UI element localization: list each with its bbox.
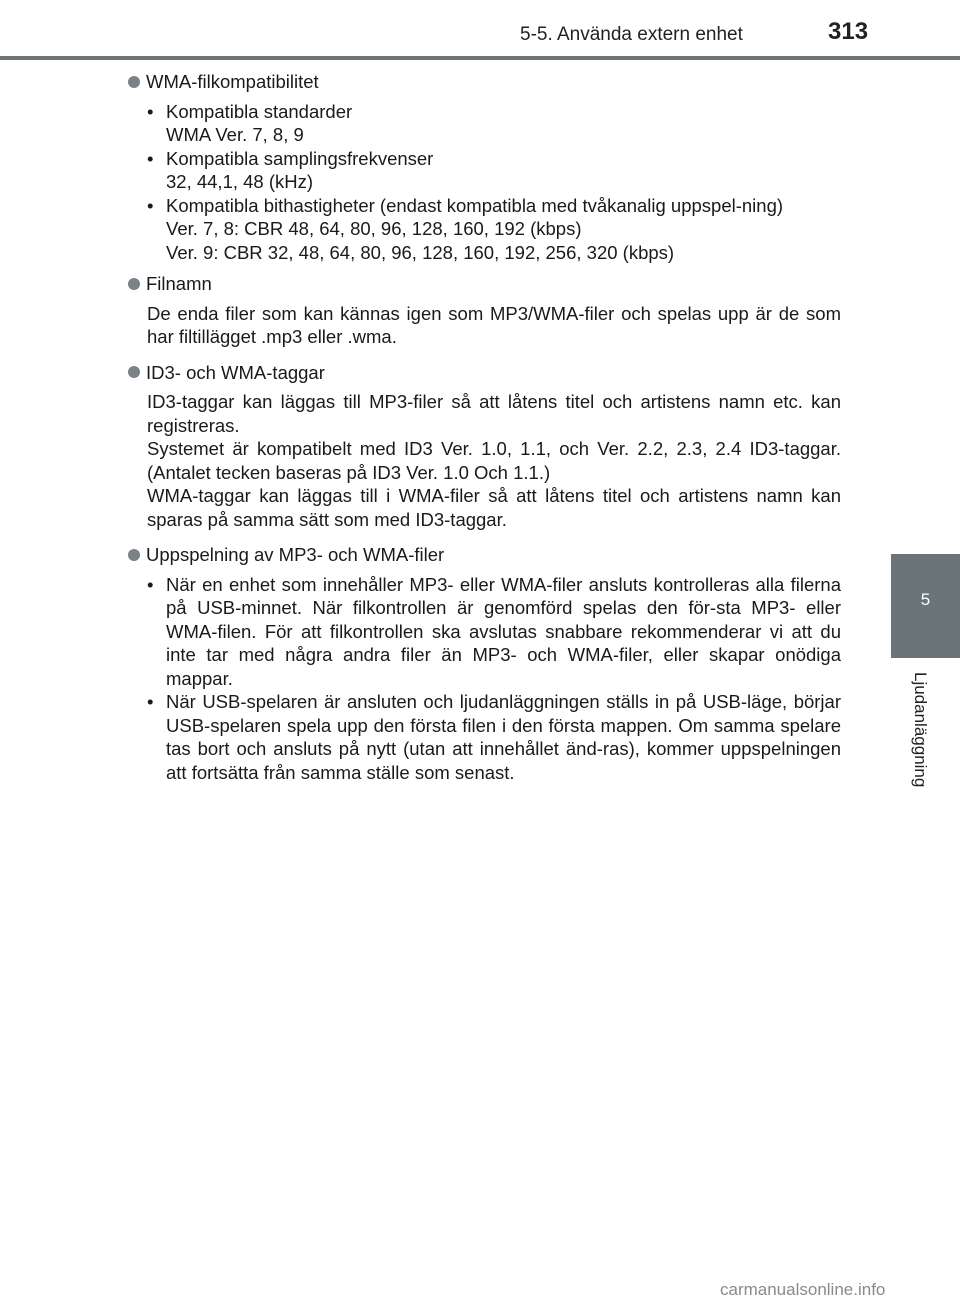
header-rule xyxy=(0,56,960,60)
topic-tags xyxy=(128,361,841,532)
bullet-dot-icon xyxy=(128,76,140,88)
chapter-number: 5 xyxy=(920,590,931,609)
topic-heading xyxy=(128,272,841,296)
bullet-dot-icon xyxy=(128,549,140,561)
paragraph: Systemet är kompatibelt med ID3 Ver. 1.0, 1.1, och Ver. 2.2, 2.3, 2.4 ID3-taggar. (Antalet tecken baseras på ID3 Ver. 1.0 Och 1.1.) xyxy=(147,438,841,483)
page-content xyxy=(128,70,841,790)
topic-wma-compatibility xyxy=(128,70,841,264)
topic-heading-text: WMA-filkompatibilitet xyxy=(146,71,319,92)
topic-heading-text: Uppspelning av MP3- och WMA-filer xyxy=(146,544,445,565)
topic-body xyxy=(128,390,841,531)
playback-list xyxy=(147,573,841,785)
chapter-tab xyxy=(891,554,960,658)
list-item-label: • Kompatibla samplingsfrekvenser xyxy=(166,147,434,169)
paragraph: WMA-taggar kan läggas till i WMA-filer så att låtens titel och artistens namn kan sparas på samma sätt som med ID3-taggar. xyxy=(147,485,841,530)
topic-heading xyxy=(128,543,841,567)
page-number: 313 xyxy=(828,18,869,45)
list-item xyxy=(147,100,841,147)
list-item-label: • Kompatibla standarder xyxy=(166,100,353,122)
section-title: 5-5. Använda extern enhet xyxy=(520,24,743,45)
list-item: • När en enhet som innehåller MP3- eller WMA-filer ansluts kontrolleras alla filerna på USB-minnet. När filkontrollen är genomförd spelas den för-sta MP3- eller WMA-filen. För att filkontrollen ska avslutas snabbare rekommenderar vi att du inte tar med några andra filer än MP3- och WMA-filer, eller skapar onödiga mappar. xyxy=(147,573,841,691)
list-item xyxy=(147,147,841,194)
topic-playback xyxy=(128,543,841,784)
list-item-label: • Kompatibla bithastigheter (endast kompatibla med tvåkanalig uppspel-ning) xyxy=(166,194,784,216)
list-item xyxy=(147,194,841,265)
bullet-dot-icon xyxy=(128,278,140,290)
topic-heading xyxy=(128,361,841,385)
topic-body xyxy=(128,100,841,265)
topic-heading xyxy=(128,70,841,94)
topic-heading-text: ID3- och WMA-taggar xyxy=(146,361,325,383)
bullet-dot-icon xyxy=(128,366,140,378)
topic-heading-text: Filnamn xyxy=(146,273,212,294)
paragraph: De enda filer som kan kännas igen som MP3/WMA-filer och spelas upp är de som har filtillägget .mp3 eller .wma. xyxy=(147,302,841,347)
spec-list xyxy=(147,100,841,265)
paragraph: ID3-taggar kan läggas till MP3-filer så att låtens titel och artistens namn etc. kan registreras. xyxy=(147,391,841,436)
topic-body xyxy=(128,573,841,785)
list-item: • När USB-spelaren är ansluten och ljudanläggningen ställs in på USB-läge, börjar USB-spelaren spela upp den första filen i den första mappen. Om samma spelare tas bort och ansluts på nytt (utan att innehållet änd-ras), kommer uppspelningen att fortsätta från samma ställe som senast. xyxy=(147,690,841,784)
watermark: carmanualsonline.info xyxy=(720,1280,886,1299)
topic-body xyxy=(128,302,841,349)
list-item-value: 32, 44,1, 48 (kHz) xyxy=(166,171,314,192)
topic-filename xyxy=(128,272,841,349)
list-item-value: Ver. 9: CBR 32, 48, 64, 80, 96, 128, 160, 192, 256, 320 (kbps) xyxy=(166,241,675,263)
list-item-value: WMA Ver. 7, 8, 9 xyxy=(166,124,304,145)
list-item-value: Ver. 7, 8: CBR 48, 64, 80, 96, 128, 160, 192 (kbps) xyxy=(166,218,582,239)
chapter-label: Ljudanläggning xyxy=(911,672,930,788)
